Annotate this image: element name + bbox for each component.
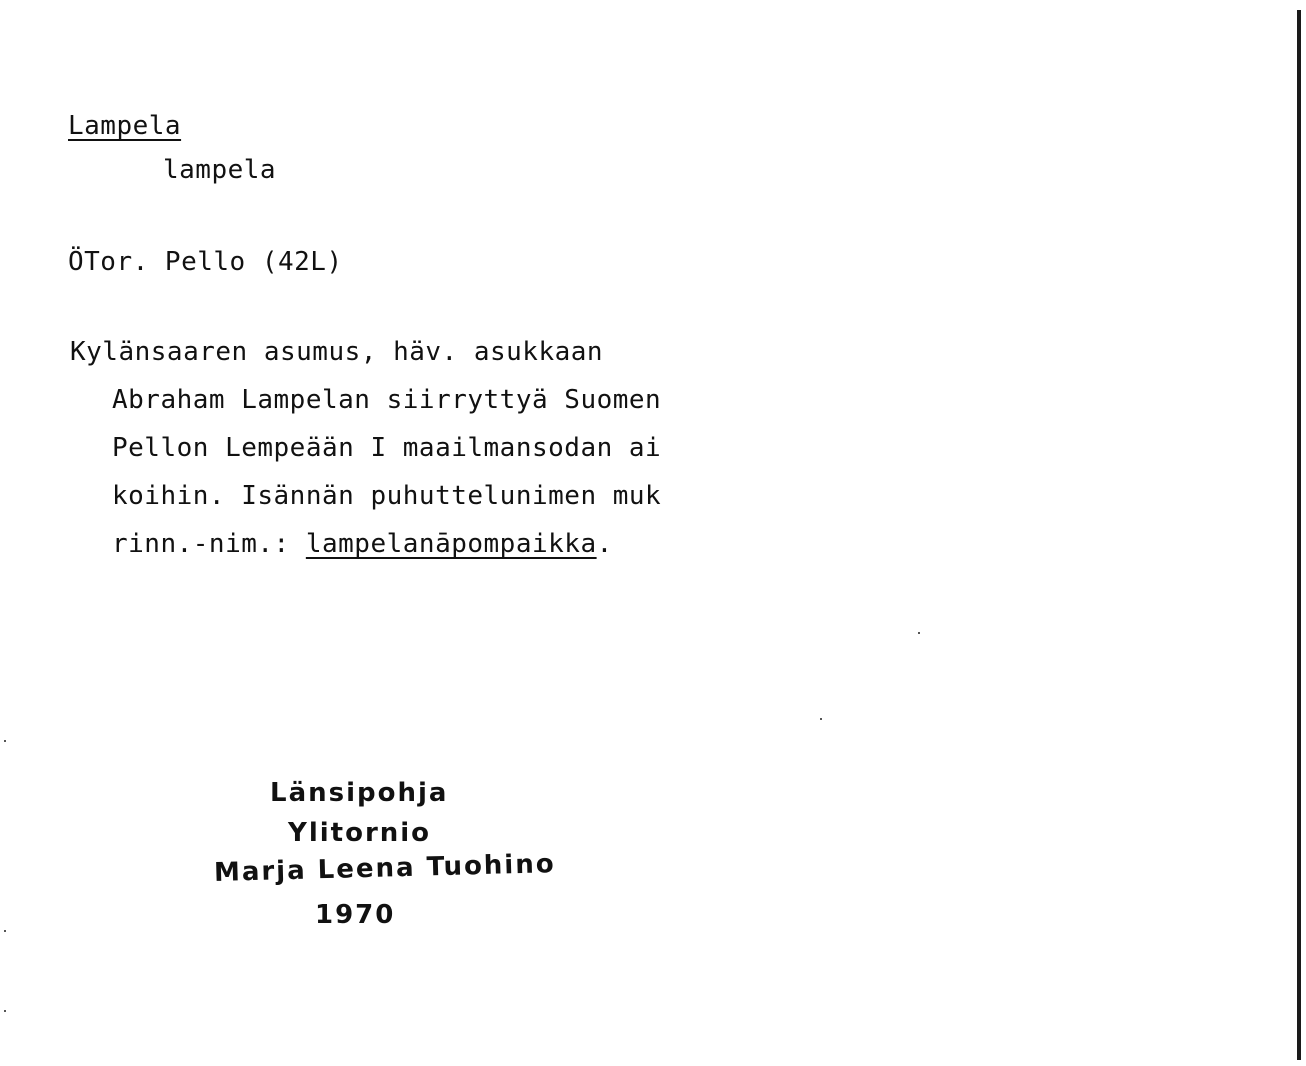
description (70, 328, 661, 568)
stamp-year: 1970 (315, 900, 396, 930)
place-reference: ÖTor. Pello (42L) (68, 247, 343, 277)
scan-edge-bar (1297, 10, 1301, 1060)
scan-speck (4, 740, 6, 742)
alt-name-term: lampelanāpompaikka (305, 529, 597, 559)
stamp-region: Länsipohja (270, 778, 449, 808)
stamp-collector: Marja Leena Tuohino (213, 849, 557, 888)
description-line-3: Pellon Lempeään I maailmansodan ai (112, 433, 662, 463)
description-line-5 (70, 520, 661, 568)
pronunciation: lampela (163, 155, 277, 185)
scan-speck (4, 930, 6, 932)
alt-name-label: rinn.-nim.: (112, 529, 306, 559)
alt-name-period: . (596, 529, 613, 559)
description-line-2: Abraham Lampelan siirryttyä Suomen (112, 385, 662, 415)
stamp-parish: Ylitornio (288, 818, 432, 848)
description-line-1: Kylänsaaren asumus, häv. asukkaan (70, 337, 604, 367)
headword: Lampela (68, 111, 182, 141)
scan-speck (918, 632, 920, 634)
scan-speck (4, 1010, 6, 1012)
scan-speck (820, 718, 822, 720)
description-line-4: koihin. Isännän puhuttelunimen muk (112, 481, 662, 511)
